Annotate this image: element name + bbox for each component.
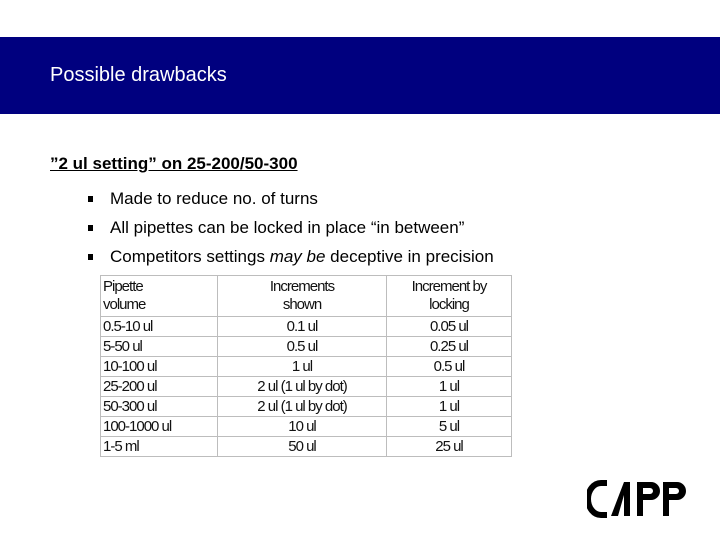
subheading: ”2 ul setting” on 25-200/50-300 [50, 154, 298, 173]
bullet-text: Competitors settings [110, 247, 270, 266]
table-cell: 0.5 ul [387, 357, 512, 377]
square-bullet-icon [88, 225, 93, 231]
column-header-pipette-volume [101, 276, 218, 317]
bullet-item [88, 242, 494, 271]
header-line: shown [282, 296, 322, 313]
bullet-item [88, 213, 494, 242]
column-header-increments-shown [218, 276, 387, 317]
table-cell: 2 ul (1 ul by dot) [218, 377, 387, 397]
header-line: Increments [269, 278, 335, 295]
column-header-increment-by-locking [387, 276, 512, 317]
table-cell: 100-1000 ul [101, 417, 218, 437]
bullet-text: All pipettes can be locked in place “in between” [110, 218, 465, 237]
table-cell: 0.5-10 ul [101, 317, 218, 337]
table-header-row [101, 276, 512, 317]
table-cell: 0.5 ul [218, 337, 387, 357]
square-bullet-icon [88, 196, 93, 202]
table-cell: 2 ul (1 ul by dot) [218, 397, 387, 417]
table-row [101, 317, 512, 337]
capp-logo [587, 479, 699, 519]
table-cell: 0.1 ul [218, 317, 387, 337]
table-cell: 25-200 ul [101, 377, 218, 397]
logo-letter-a [611, 482, 630, 516]
table-cell: 10-100 ul [101, 357, 218, 377]
table-cell: 10 ul [218, 417, 387, 437]
header-line: locking [429, 296, 469, 313]
table-row [101, 377, 512, 397]
header-line: volume [103, 296, 146, 313]
square-bullet-icon [88, 254, 93, 260]
table-cell: 1 ul [387, 397, 512, 417]
table-cell: 1-5 ml [101, 437, 218, 457]
capp-logo-mark [588, 483, 607, 515]
logo-letter-p [637, 482, 660, 516]
bullet-emphasis: may be [269, 247, 326, 266]
table-row [101, 337, 512, 357]
table-row [101, 397, 512, 417]
table-cell: 0.05 ul [387, 317, 512, 337]
slide-title: Possible drawbacks [50, 64, 227, 86]
table-cell: 50 ul [218, 437, 387, 457]
table-cell: 1 ul [218, 357, 387, 377]
table-cell: 0.25 ul [387, 337, 512, 357]
bullet-list [88, 184, 494, 271]
table-cell: 1 ul [387, 377, 512, 397]
bullet-item [88, 184, 494, 213]
pipette-increment-table [100, 275, 512, 457]
table-row [101, 357, 512, 377]
table-cell: 50-300 ul [101, 397, 218, 417]
table-row [101, 437, 512, 457]
header-line: Pipette [103, 278, 143, 295]
table-cell: 25 ul [387, 437, 512, 457]
bullet-text: Made to reduce no. of turns [110, 189, 318, 208]
header-line: Increment by [411, 278, 487, 295]
bullet-text-tail: deceptive in precision [325, 247, 494, 266]
logo-letter-p [663, 482, 686, 516]
table-cell: 5 ul [387, 417, 512, 437]
table-row [101, 417, 512, 437]
table-cell: 5-50 ul [101, 337, 218, 357]
